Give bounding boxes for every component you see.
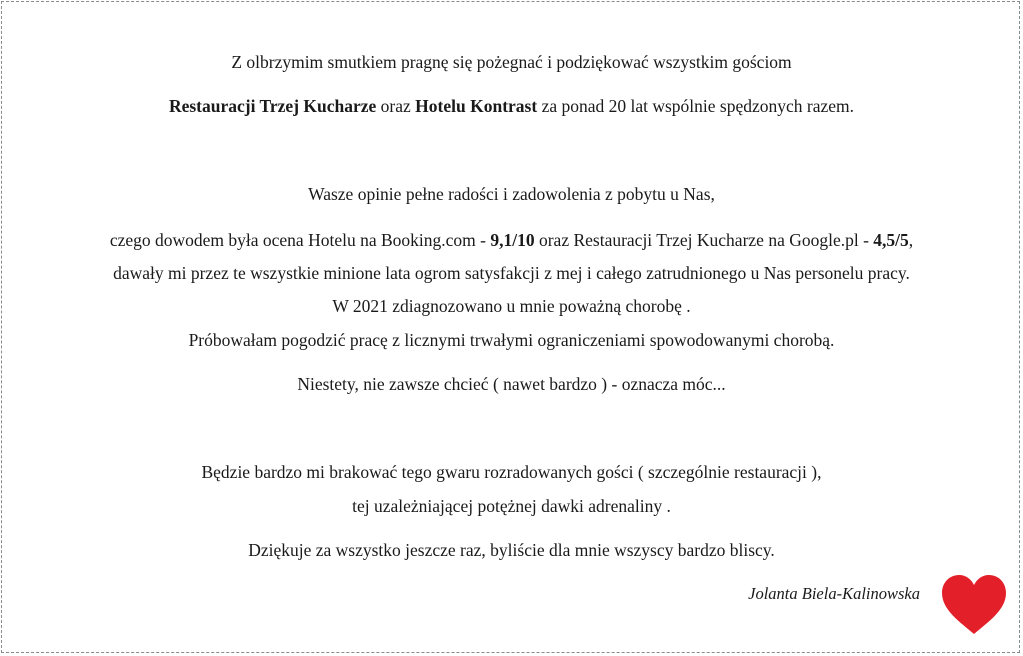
- text-fragment: oraz: [376, 96, 416, 116]
- google-rating: 4,5/5: [873, 230, 909, 250]
- booking-rating: 9,1/10: [490, 230, 535, 250]
- text-line-6: W 2021 zdiagnozowano u mnie poważną chorobę .: [332, 296, 691, 316]
- signature: Jolanta Biela-Kalinowska: [748, 584, 920, 603]
- hotel-name: Hotelu Kontrast: [415, 96, 538, 116]
- restaurant-name: Restauracji Trzej Kucharze: [168, 96, 377, 116]
- text-fragment: czego dowodem była ocena Hotelu na Booking.com -: [109, 230, 491, 250]
- text-line-5: dawały mi przez te wszystkie minione lata ogrom satysfakcji z mej i całego zatrudnionego u Nas personelu pracy.: [113, 263, 910, 283]
- text-line-3: Wasze opinie pełne radości i zadowolenia z pobytu u Nas,: [308, 184, 715, 204]
- text-line-8: Niestety, nie zawsze chcieć ( nawet bardzo ) - oznacza móc...: [297, 374, 726, 394]
- heart-icon: [940, 574, 1008, 636]
- text-fragment: za ponad 20 lat wspólnie spędzonych razem.: [537, 96, 855, 116]
- text-line-9: Będzie bardzo mi brakować tego gwaru rozradowanych gości ( szczególnie restauracji ),: [201, 462, 822, 482]
- text-fragment: ,: [908, 230, 914, 250]
- text-line-4: [0, 230, 1023, 251]
- text-line-11: Dziękuje za wszystko jeszcze raz, byliście dla mnie wszyscy bardzo bliscy.: [248, 540, 775, 560]
- text-line-10: tej uzależniającej potężnej dawki adrenaliny .: [352, 496, 671, 516]
- text-line-7: Próbowałam pogodzić pracę z licznymi trwałymi ograniczeniami spowodowanymi chorobą.: [188, 330, 835, 350]
- text-line-1: Z olbrzymim smutkiem pragnę się pożegnać i podziękować wszystkim gościom: [231, 52, 792, 72]
- text-fragment: oraz Restauracji Trzej Kucharze na Google.pl -: [534, 230, 874, 250]
- text-line-2: [0, 96, 1023, 117]
